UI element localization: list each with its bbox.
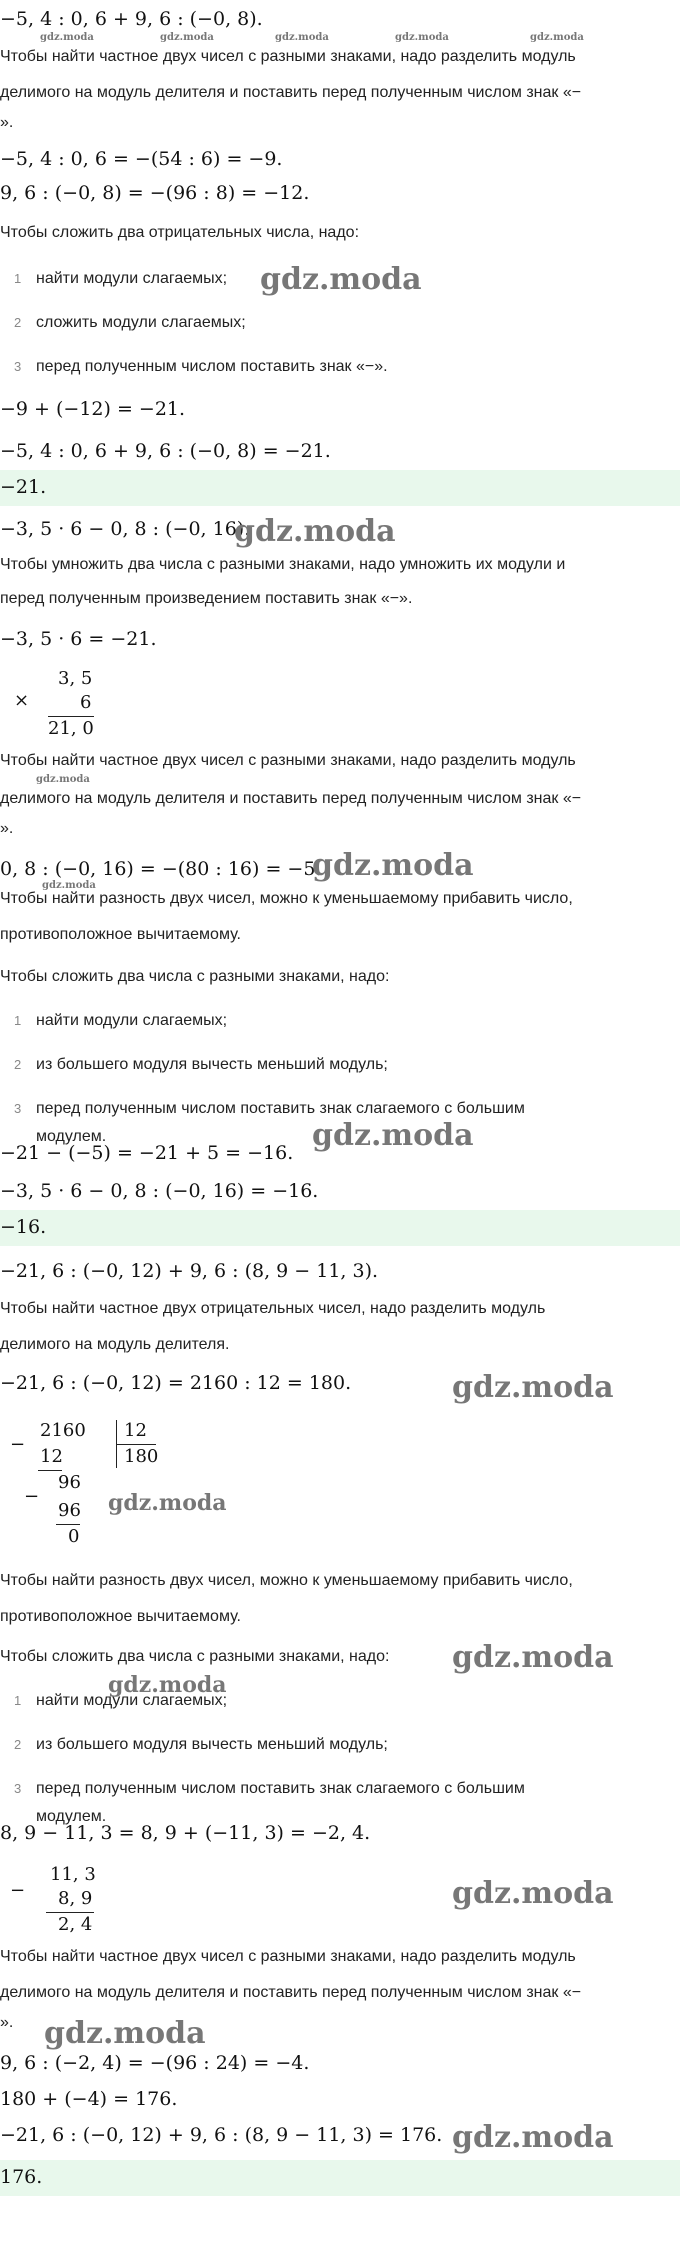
list-item-number: 2 — [14, 1737, 22, 1752]
watermark: gdz.moda — [452, 2120, 614, 2155]
mul-line — [48, 716, 94, 717]
text-line: Чтобы найти частное двух чисел с разными знаками, надо разделить модуль — [0, 752, 576, 769]
div-sign-2: − — [24, 1486, 40, 1507]
text-line: ». — [0, 820, 14, 837]
list-item-number: 1 — [14, 1693, 22, 1708]
list-item-number: 2 — [14, 1057, 22, 1072]
list-item-number: 3 — [14, 1781, 22, 1796]
watermark: gdz.moda — [452, 1370, 614, 1405]
list-item — [14, 1736, 388, 1754]
math-line: −3, 5 · 6 − 0, 8 : (−0, 16). — [0, 518, 251, 540]
div-bracket-horizontal — [116, 1444, 156, 1445]
text-line: ». — [0, 2014, 14, 2031]
math-line: −21, 6 : (−0, 12) + 9, 6 : (8, 9 − 11, 3) = 176. — [0, 2124, 443, 2146]
list-item-text: найти модули слагаемых; — [36, 270, 228, 287]
div-remainder: 0 — [68, 1526, 80, 1547]
watermark: gdz.moda — [395, 32, 449, 43]
text-line: перед полученным произведением поставить знак «−». — [0, 590, 413, 607]
div-divisor: 12 — [124, 1420, 147, 1441]
sub-minuend: 11, 3 — [50, 1864, 96, 1885]
mul-factor-b: 6 — [80, 692, 92, 713]
mul-result: 21, 0 — [48, 718, 94, 739]
math-line: −3, 5 · 6 − 0, 8 : (−0, 16) = −16. — [0, 1180, 319, 1202]
list-item-text: перед полученным числом поставить знак слагаемого с большим — [36, 1100, 525, 1117]
math-line: 9, 6 : (−0, 8) = −(96 : 8) = −12. — [0, 182, 310, 204]
watermark: gdz.moda — [530, 32, 584, 43]
list-item-number: 1 — [14, 1013, 22, 1028]
watermark: gdz.moda — [40, 32, 94, 43]
math-line: 9, 6 : (−2, 4) = −(96 : 24) = −4. — [0, 2052, 310, 2074]
div-sign-1: − — [10, 1434, 26, 1455]
list-item-text: найти модули слагаемых; — [36, 1692, 228, 1709]
mul-sign: × — [14, 690, 30, 711]
watermark: gdz.moda — [452, 1876, 614, 1911]
div-step-1: 12 — [40, 1446, 63, 1467]
list-item — [14, 1780, 525, 1798]
math-line: −3, 5 · 6 = −21. — [0, 628, 157, 650]
text-line: делимого на модуль делителя и поставить перед полученным числом знак «− — [0, 790, 582, 807]
watermark: gdz.moda — [260, 262, 422, 297]
watermark: gdz.moda — [108, 1490, 227, 1516]
text-line: Чтобы найти частное двух отрицательных чисел, надо разделить модуль — [0, 1300, 546, 1317]
answer-highlight — [0, 1210, 680, 1246]
text-line: ». — [0, 114, 14, 131]
watermark: gdz.moda — [42, 880, 96, 891]
watermark: gdz.moda — [275, 32, 329, 43]
list-item-text: найти модули слагаемых; — [36, 1012, 228, 1029]
div-step-2: 96 — [58, 1472, 81, 1493]
math-line: 0, 8 : (−0, 16) = −(80 : 16) = −5. — [0, 858, 322, 880]
answer-highlight — [0, 470, 680, 506]
div-dividend: 2160 — [40, 1420, 86, 1441]
list-item-text: из большего модуля вычесть меньший модуль; — [36, 1736, 388, 1753]
list-item-text: сложить модули слагаемых; — [36, 314, 246, 331]
math-line: −21, 6 : (−0, 12) + 9, 6 : (8, 9 − 11, 3). — [0, 1260, 379, 1282]
text-line: Чтобы сложить два числа с разными знаками, надо: — [0, 968, 390, 985]
math-line: −5, 4 : 0, 6 = −(54 : 6) = −9. — [0, 148, 283, 170]
math-line: −9 + (−12) = −21. — [0, 398, 186, 420]
list-item — [14, 270, 227, 288]
div-step-3: 96 — [58, 1500, 81, 1521]
math-line: −5, 4 : 0, 6 + 9, 6 : (−0, 8) = −21. — [0, 440, 331, 462]
text-line: противоположное вычитаемому. — [0, 926, 241, 943]
text-line: Чтобы сложить два отрицательных числа, надо: — [0, 224, 360, 241]
watermark: gdz.moda — [44, 2016, 206, 2051]
sub-result: 2, 4 — [58, 1914, 93, 1935]
list-item — [14, 1100, 525, 1118]
text-line: Чтобы найти разность двух чисел, можно к уменьшаемому прибавить число, — [0, 1572, 573, 1589]
text-line: Чтобы найти частное двух чисел с разными знаками, надо разделить модуль — [0, 1948, 576, 1965]
answer-highlight — [0, 2160, 680, 2196]
watermark: gdz.moda — [312, 1118, 474, 1153]
watermark: gdz.moda — [452, 1640, 614, 1675]
math-line: −21 − (−5) = −21 + 5 = −16. — [0, 1142, 294, 1164]
answer-text: −21. — [0, 476, 47, 498]
sub-sign: − — [10, 1880, 26, 1901]
text-line: Чтобы найти разность двух чисел, можно к уменьшаемому прибавить число, — [0, 890, 573, 907]
list-item — [14, 358, 388, 376]
sub-subtrahend: 8, 9 — [58, 1888, 93, 1909]
list-item-number: 1 — [14, 271, 22, 286]
watermark: gdz.moda — [234, 514, 396, 549]
text-line: Чтобы умножить два числа с разными знаками, надо умножить их модули и — [0, 556, 566, 573]
text-line: Чтобы сложить два числа с разными знаками, надо: — [0, 1648, 390, 1665]
list-item-text: перед полученным числом поставить знак слагаемого с большим — [36, 1780, 525, 1797]
div-line-2 — [56, 1524, 80, 1525]
mul-factor-a: 3, 5 — [58, 668, 93, 689]
watermark: gdz.moda — [160, 32, 214, 43]
text-line: делимого на модуль делителя. — [0, 1336, 230, 1353]
text-line: противоположное вычитаемому. — [0, 1608, 241, 1625]
list-item — [14, 1056, 388, 1074]
math-line: 8, 9 − 11, 3 = 8, 9 + (−11, 3) = −2, 4. — [0, 1822, 371, 1844]
list-item — [14, 314, 246, 332]
list-item-number: 2 — [14, 315, 22, 330]
math-line: 180 + (−4) = 176. — [0, 2088, 178, 2110]
list-item-text: перед полученным числом поставить знак «−». — [36, 358, 388, 375]
div-line-1 — [38, 1470, 62, 1471]
watermark: gdz.moda — [312, 848, 474, 883]
text-line: делимого на модуль делителя и поставить перед полученным числом знак «− — [0, 84, 582, 101]
watermark: gdz.moda — [36, 774, 90, 785]
answer-text: −16. — [0, 1216, 47, 1238]
div-quotient: 180 — [124, 1446, 159, 1467]
list-item — [14, 1012, 227, 1030]
list-item-continuation: модулем. — [36, 1808, 107, 1825]
math-line: −5, 4 : 0, 6 + 9, 6 : (−0, 8). — [0, 8, 263, 30]
list-item-continuation: модулем. — [36, 1128, 107, 1145]
math-line: −21, 6 : (−0, 12) = 2160 : 12 = 180. — [0, 1372, 352, 1394]
sub-line — [46, 1912, 94, 1913]
list-item-text: из большего модуля вычесть меньший модуль; — [36, 1056, 388, 1073]
answer-text: 176. — [0, 2166, 43, 2188]
text-line: делимого на модуль делителя и поставить перед полученным числом знак «− — [0, 1984, 582, 2001]
watermark: gdz.moda — [108, 1672, 227, 1698]
list-item-number: 3 — [14, 359, 22, 374]
list-item-number: 3 — [14, 1101, 22, 1116]
text-line: Чтобы найти частное двух чисел с разными знаками, надо разделить модуль — [0, 48, 576, 65]
